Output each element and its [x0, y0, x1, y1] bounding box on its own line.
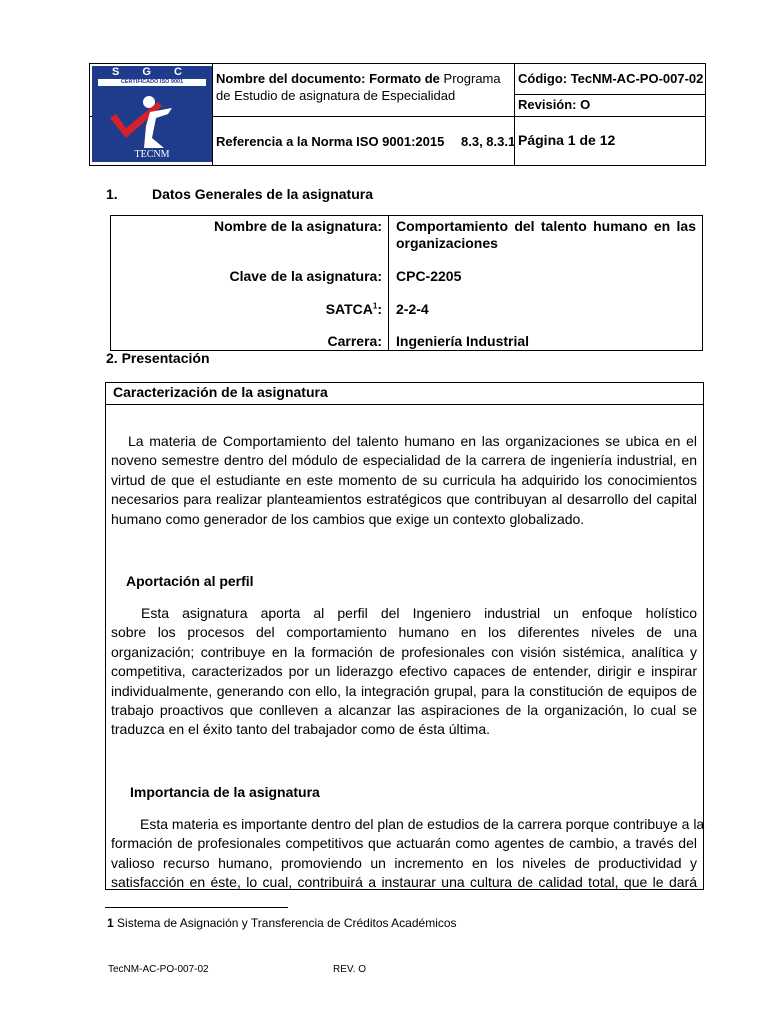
sgc-tecnm-logo — [92, 66, 212, 162]
checkmark-person-icon — [92, 66, 212, 162]
document-revision: Revisión: O — [518, 97, 591, 112]
satca-label: SATCA$^1$: — [325, 301, 382, 317]
section1-number: 1. — [106, 186, 118, 202]
subject-key-value: CPC-2205 — [396, 268, 462, 284]
profile-contribution-paragraph: Esta asignatura aporta al perfil del Ingeniero industrial un enfoque holístico sobre los procesos del comportamiento humano en los diferentes niveles de una organización; contribuye en la formación de profesionales con visión sistémica, analítica y competitiva, caracterizados por un liderazgo efectivo capaces de entender, dirigir e inspirar individualmente, generando con ello, la integración grupal, para la constitución de equipos de trabajo proactivos que conlleven a alcanzar las aspiraciones de la organización, lo cual se traduzca en el éxito tanto del trabajador como de ésta última. — [111, 605, 697, 738]
importance-paragraph: Esta materia es importante dentro del plan de estudios de la carrera porque contribuye a la formación de profesionales competitivos que actuarán como agentes de cambio, a través del valioso recurso humano, promoviendo un incremento en los niveles de productividad y satisfacción en éste, lo cual, contribuirá a instaurar una cultura de calidad total, que le dará — [111, 816, 705, 891]
characterization-paragraph: La materia de Comportamiento del talento humano en las organizaciones se ubica en el noveno semestre dentro del módulo de especialidad de la carrera de ingeniería industrial, en virtud de que el estudiante en este momento de su curricula ha adquirido los conocimientos necesarios para realizar planteamientos estratégicos que contribuyan al desarrollo del capital humano como generador de los cambios que exige un contexto globalizado. — [111, 433, 697, 527]
footer-code: TecNM-AC-PO-007-02 — [108, 964, 209, 975]
profile-contribution-heading: Aportación al perfil — [126, 573, 254, 589]
page-number: Página 1 de 12 — [518, 132, 616, 148]
footnote: 1 Sistema de Asignación y Transferencia de Créditos Académicos — [107, 916, 457, 930]
subject-name-label: Nombre de la asignatura: — [213, 218, 382, 234]
subject-key-label: Clave de la asignatura: — [229, 268, 382, 284]
iso-reference: Referencia a la Norma ISO 9001:2015 — [216, 134, 445, 149]
section2-title: 2. Presentación — [106, 350, 210, 366]
career-value: Ingeniería Industrial — [396, 333, 530, 349]
career-label: Carrera: — [327, 333, 382, 349]
iso-reference-clauses: 8.3, 8.3.1 — [461, 134, 516, 149]
logo-tecnm-text: TECNM — [134, 149, 170, 160]
satca-value: 2-2-4 — [396, 301, 429, 317]
characterization-heading: Caracterización de la asignatura — [113, 384, 328, 400]
footer-revision: REV. O — [333, 964, 366, 975]
logo-cert-text: CERTIFICADO ISO 9001 — [98, 79, 206, 86]
section1-title: Datos Generales de la asignatura — [152, 186, 373, 202]
importance-heading: Importancia de la asignatura — [130, 784, 320, 800]
logo-sgc-text: S G C — [112, 66, 192, 78]
document-code: Código: TecNM-AC-PO-007-02 — [518, 71, 704, 86]
subject-name-value: Comportamiento del talento humano en las organizaciones — [396, 218, 696, 251]
document-name: Nombre del documento: Formato de Programa de Estudio de asignatura de Especialidad — [216, 71, 501, 103]
footnote-separator — [105, 907, 288, 908]
